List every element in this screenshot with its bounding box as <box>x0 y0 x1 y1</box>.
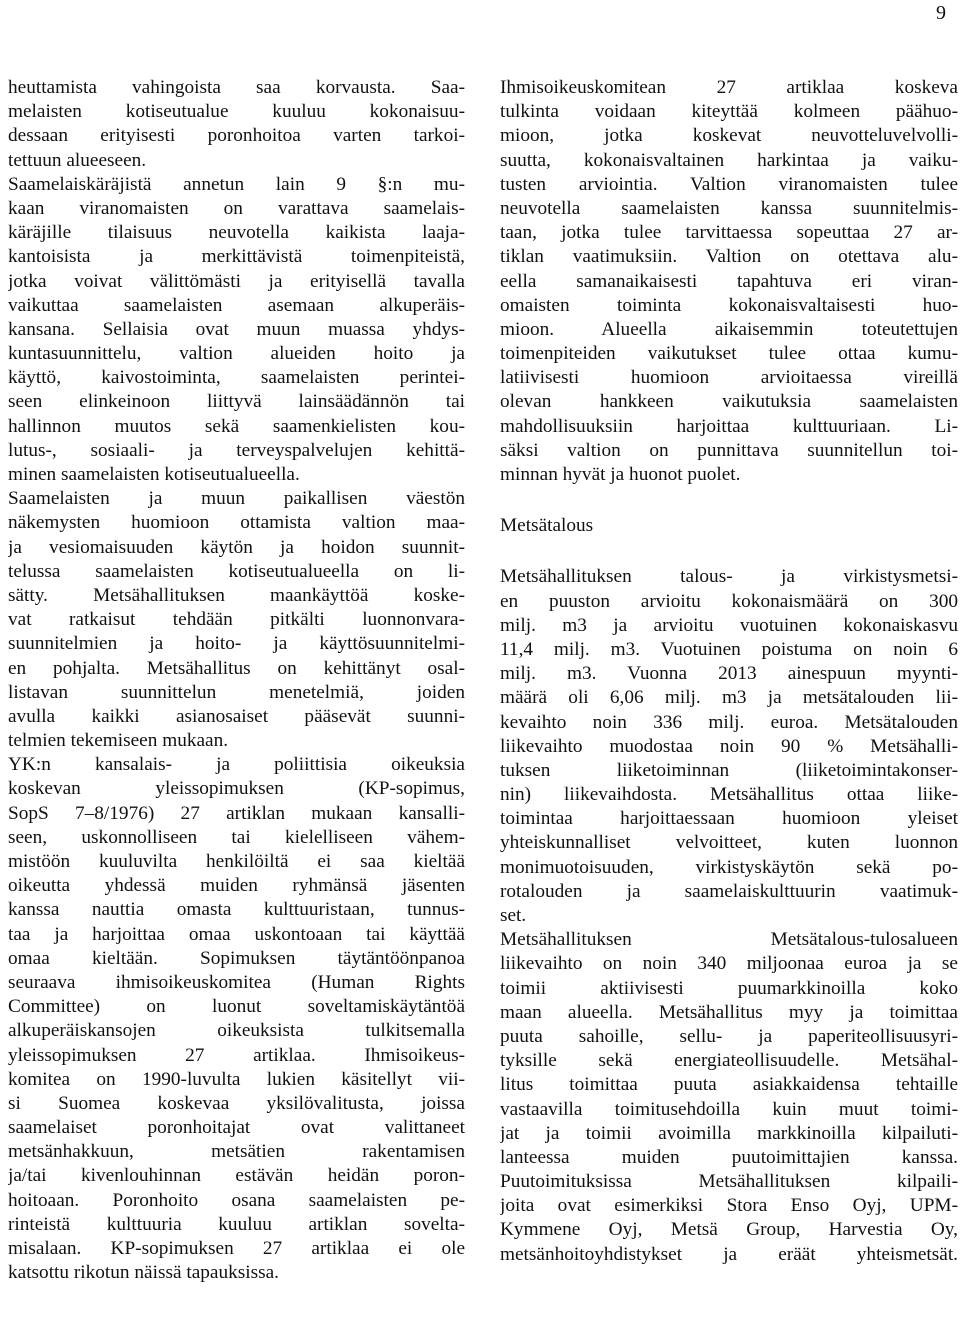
text-line: seuraava ihmisoikeuskomitea (Human Rights <box>8 971 465 993</box>
text-line: tettuun alueeseen. <box>8 149 147 171</box>
text-line: ja vesiomaisuuden käytön ja hoidon suunnit- <box>8 536 465 558</box>
text-line: Ihmisoikeuskomitean 27 artiklaa koskeva <box>500 77 958 98</box>
text-line: hallinnon muutos sekä saamenkielisten kou- <box>8 415 465 437</box>
text-line: metsänhoitoyhdistykset ja eräät yhteismetsät. <box>500 1243 958 1265</box>
paragraph-metsatalous-sales <box>500 928 958 1267</box>
text-line: hoitoaan. Poronhoito osana saamelaisten pe- <box>8 1189 465 1211</box>
text-line: toimii aktiivisesti puumarkkinoilla koko <box>500 977 958 999</box>
text-line: monimuotoisuuden, virkistyskäytön sekä po- <box>500 856 958 878</box>
text-line: käräjille tilaisuus neuvotella kaikista laaja- <box>8 222 465 244</box>
text-line: Metsähallituksen talous- ja virkistysmetsi- <box>500 566 958 588</box>
text-line: kuntasuunnittelu, valtion alueiden hoito ja <box>8 343 465 365</box>
text-line: neuvotella saamelaisten kanssa suunnitelmis- <box>500 197 958 219</box>
text-line: latiivisesti huomioon arvioitaessa vireillä <box>500 367 958 389</box>
text-line: omaisten toiminta kokonaisvaltaisesti huo- <box>500 294 958 316</box>
text-line: vaikuttaa saamelaisten asemaan alkuperäis- <box>8 294 465 316</box>
left-text-column <box>8 76 465 1285</box>
paragraph-tulkinta <box>500 76 958 487</box>
text-line: vat ratkaisut tehdään pitkälti luonnonvara- <box>8 609 465 631</box>
text-line: mahdollisuuksiin harjoittaa kulttuuriaan. Li- <box>500 415 958 437</box>
text-line: komitea on 1990-luvulta lukien käsitellyt vii- <box>8 1068 465 1090</box>
text-line: tulkinta voidaan kiteyttää kolmeen päähuo- <box>500 101 958 123</box>
text-line: minnan hyvät ja huonot puolet. <box>500 464 741 485</box>
text-line: Saamelaisten ja muun paikallisen väestön <box>8 488 465 510</box>
text-line: Puutoimituksissa Metsähallituksen kilpaili- <box>500 1171 958 1193</box>
text-line: SopS 7–8/1976) 27 artiklan mukaan kansalli- <box>8 802 465 824</box>
text-line: toimenpiteiden vaikutukset tulee ottaa kumu- <box>500 343 958 365</box>
text-line: milj. m3. Vuonna 2013 ainespuun myynti- <box>500 663 958 685</box>
text-line: olevan hankkeen vaikutuksia saamelaisten <box>500 391 958 413</box>
text-line: metsänhakkuun, metsätien rakentamisen <box>8 1141 465 1163</box>
text-line: avulla kaikki asianosaiset pääsevät suunni- <box>8 705 465 727</box>
text-line: ja/tai kivenlouhinnan estävän heidän poron- <box>8 1165 465 1187</box>
text-line: alkuperäiskansojen oikeuksista tulkitsemalla <box>8 1020 465 1042</box>
text-line: katsottu rikotun näissä tapauksissa. <box>8 1262 279 1284</box>
text-line: puuta sahoille, sellu- ja paperiteollisuusyri- <box>500 1025 958 1047</box>
text-line: liikevaihto on noin 340 miljoonaa euroa ja se <box>500 953 958 975</box>
text-line: en pohjalta. Metsähallitus on kehittänyt osal- <box>8 657 465 679</box>
text-line: jotka voivat välittömästi ja erityisellä tavalla <box>8 270 465 292</box>
text-line: tusten arviointia. Valtion viranomaisten tulee <box>500 173 958 195</box>
text-line: mistöön kuuluvilta henkilöiltä ei saa kieltää <box>8 851 465 872</box>
text-line: yleissopimuksen 27 artiklaa. Ihmisoikeus- <box>8 1044 465 1066</box>
text-line: saamelaiset poronhoitajat ovat valittaneet <box>8 1117 465 1139</box>
text-line: heuttamista vahingoista saa korvausta. Saa- <box>8 77 465 98</box>
spacer <box>500 538 958 565</box>
text-line: taa ja harjoittaa omaa uskontoaan tai käyttää <box>8 923 465 945</box>
text-line: set. <box>500 905 527 926</box>
text-line: kanssa nauttia omasta kulttuuristaan, tunnus- <box>8 899 465 921</box>
text-line: tiklan vaatimuksiin. Valtion on otettava alu- <box>500 246 958 268</box>
text-line: Metsähallituksen Metsätalous-tulosalueen <box>500 929 958 951</box>
text-line: telussa saamelaisten kotiseutualueella on li- <box>8 560 465 582</box>
text-line: käyttö, kaivostoiminta, saamelaisten perintei- <box>8 367 465 389</box>
text-line: si Suomea koskevaa yksilövalitusta, joissa <box>8 1092 465 1114</box>
text-line: tyksille sekä energiateollisuudelle. Metsähal- <box>500 1050 958 1072</box>
text-line: jat ja toimii avoimilla markkinoilla kilpailuti- <box>500 1122 958 1144</box>
text-line: minen saamelaisten kotiseutualueella. <box>8 464 300 485</box>
text-line: suunnitelmien ja hoito- ja käyttösuunnitelmi- <box>8 633 465 655</box>
page-number: 9 <box>936 2 946 24</box>
text-line: lutus-, sosiaali- ja terveyspalvelujen kehittä- <box>8 439 465 461</box>
text-line: vastaavilla toimitusehdoilla kuin muut toimi- <box>500 1098 958 1120</box>
text-line: rotalouden ja saamelaiskulttuurin vaatimuk- <box>500 880 958 902</box>
text-line: Committee) on luonut soveltamiskäytäntöä <box>8 996 465 1018</box>
text-line: Kymmene Oyj, Metsä Group, Harvestia Oy, <box>500 1219 958 1241</box>
text-line: seen, uskonnolliseen tai kielelliseen vähem- <box>8 826 465 848</box>
text-line: litus toimittaa puuta asiakkaidensa tehtaille <box>500 1074 958 1096</box>
text-line: oikeutta yhdessä muiden ryhmänsä jäsenten <box>8 875 465 897</box>
text-line: Saamelaiskäräjistä annetun lain 9 §:n mu- <box>8 173 465 195</box>
text-line: koskevan yleissopimuksen (KP-sopimus, <box>8 778 465 800</box>
text-line: 11,4 milj. m3. Vuotuinen poistuma on noin 6 <box>500 638 958 660</box>
text-line: kevaihto noin 336 milj. euroa. Metsätalouden <box>500 711 958 733</box>
section-heading-metsatalous: Metsätalous <box>500 515 594 537</box>
text-line: yhteiskunnalliset velvoitteet, kuten luonnon <box>500 832 958 854</box>
text-line: määrä oli 6,06 milj. m3 ja metsätalouden lii- <box>500 687 958 709</box>
text-line: joita ovat esimerkiksi Stora Enso Oyj, UPM- <box>500 1195 958 1217</box>
text-line: YK:n kansalais- ja poliittisia oikeuksia <box>8 754 465 776</box>
text-line: kansana. Sellaisia ovat muun muassa yhdys- <box>8 318 465 340</box>
text-line: seen elinkeinoon liittyvä lainsäädännön tai <box>8 391 465 413</box>
text-line: rinteistä kulttuuria kuuluu artiklan sovelta- <box>8 1213 465 1235</box>
text-line: dessaan erityisesti poronhoitoa varten tarkoi- <box>8 125 465 147</box>
text-line: sätty. Metsähallituksen maankäyttöä koske- <box>8 584 465 606</box>
right-text-column <box>500 76 958 1267</box>
text-line: kantoisista ja merkittävistä toimenpiteistä, <box>8 246 465 268</box>
text-line: nin) liikevaihdosta. Metsähallitus ottaa liike- <box>500 784 958 806</box>
text-line: tuksen liiketoiminnan (liiketoimintakonser- <box>500 759 958 781</box>
text-line: lanteessa muiden puutoimittajien kanssa. <box>500 1146 958 1168</box>
paragraph-metsatalous-volumes <box>500 565 958 928</box>
text-line: misalaan. KP-sopimuksen 27 artiklaa ei ole <box>8 1238 465 1259</box>
text-line: kaan viranomaisten on varattava saamelais- <box>8 197 465 219</box>
text-line: milj. m3 ja arvioitu vuotuinen kokonaiskasvu <box>500 614 958 636</box>
text-line: toimintaa harjoittaessaan huomioon yleiset <box>500 808 958 830</box>
text-line: näkemysten huomioon ottamista valtion maa- <box>8 512 465 534</box>
text-line: listavan suunnittelun menetelmiä, joiden <box>8 681 465 703</box>
text-line: en puuston arvioitu kokonaismäärä on 300 <box>500 590 958 612</box>
text-line: maan alueella. Metsähallitus myy ja toimittaa <box>500 1001 958 1023</box>
text-line: taan, jotka tulee tarvittaessa sopeuttaa 27 ar- <box>500 222 958 244</box>
text-line: säksi valtion on punnittava suunnitellun toi- <box>500 439 958 461</box>
text-line: suutta, kokonaisvaltainen harkintaa ja vaiku- <box>500 149 958 171</box>
text-line: telmien tekemiseen mukaan. <box>8 730 229 752</box>
text-line: mioon, jotka koskevat neuvotteluvelvolli- <box>500 125 958 147</box>
text-line: melaisten kotiseutualue kuuluu kokonaisuu- <box>8 101 465 123</box>
text-line: omaa kieltään. Sopimuksen täytäntöönpanoa <box>8 947 465 969</box>
text-line: eella samanaikaisesti tapahtuva eri viran- <box>500 270 958 292</box>
text-line: liikevaihto muodostaa noin 90 % Metsähalli- <box>500 735 958 757</box>
spacer <box>500 487 958 514</box>
text-line: mioon. Alueella aikaisemmin toteutettujen <box>500 318 958 340</box>
